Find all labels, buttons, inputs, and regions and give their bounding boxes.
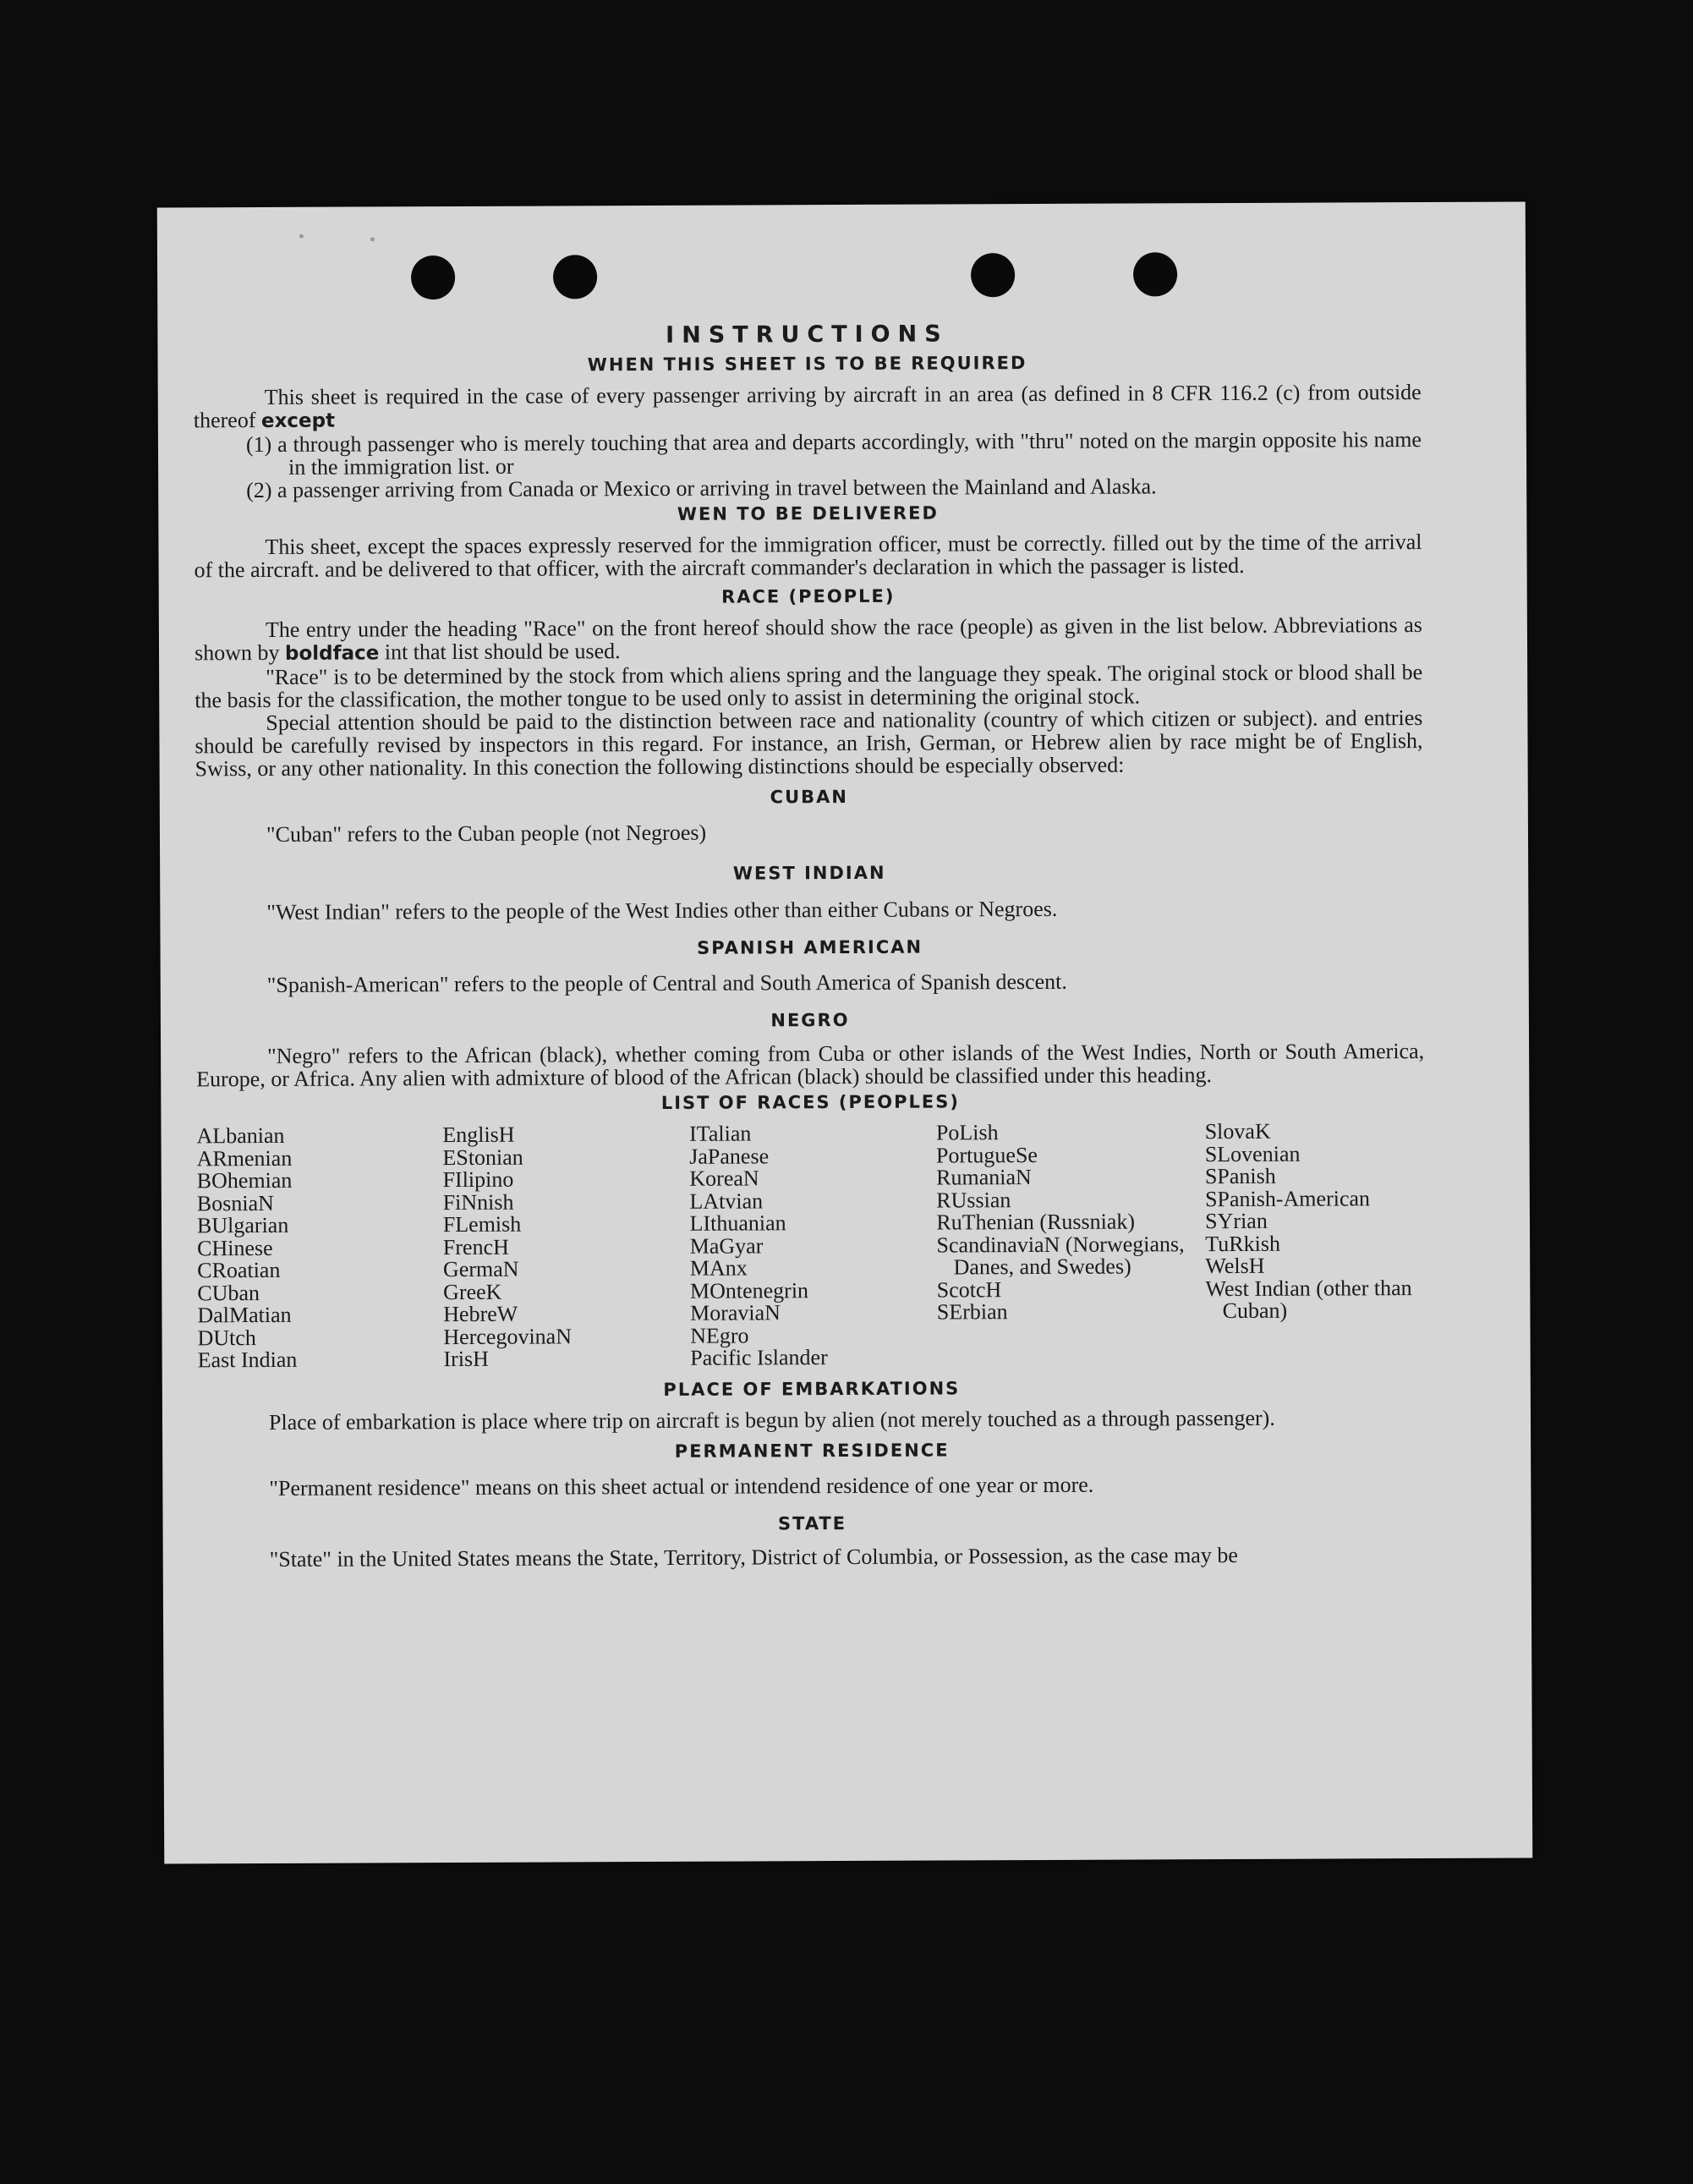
punch-hole (971, 253, 1015, 297)
punch-hole (553, 255, 597, 299)
race-entry: PortugueSe (935, 1142, 1038, 1168)
race-entry: MOntenegrin (689, 1277, 809, 1303)
race-entry: ARmenian (196, 1145, 293, 1171)
instruction-sheet (157, 201, 1533, 1863)
race-entry: LAtvian (689, 1188, 764, 1214)
race-column (936, 1121, 1206, 1369)
required-item-1: (1) a through passenger who is merely touching that area and departs accordingly, with "thru" noted on the margin opposite his name in the immigration list. or (245, 427, 1422, 480)
race-entry: CUban (197, 1280, 260, 1305)
embarkation-text: Place of embarkation is place where trip on aircraft is begun by alien (not merely touched as a through passenger). (268, 1405, 1275, 1435)
race-entry: SLovenian (1204, 1141, 1301, 1166)
race-entry: CHinese (197, 1235, 273, 1260)
race-paragraph-3: Special attention should be paid to the distinction between race and nationality (country of which citizen or subject). and entries should be carefully revised by inspectors in this regard. For instance, an Irish, German, or Hebrew alien by race might be of English, Swiss, or any other nationality. In this conection the following distinctions should be especially observed: (195, 705, 1423, 782)
race-entry: TuRkish (1205, 1231, 1280, 1256)
race-entry: RuThenian (Russniak) (936, 1209, 1136, 1235)
heading-spanish-american: SPANISH AMERICAN (697, 936, 923, 958)
race-entry: SErbian (936, 1299, 1008, 1325)
race-entry: Pacific Islander (690, 1345, 828, 1370)
race-entry: DUtch (197, 1325, 256, 1350)
race-column (442, 1123, 690, 1371)
instructions-content (193, 321, 1426, 1571)
heading-race: RACE (PEOPLE) (720, 585, 896, 607)
race-entry: EStonian (442, 1144, 523, 1170)
required-intro: This sheet is required in the case of every passenger arriving by aircraft in an area (as defined in 8 CFR 116.2 (c) from outside thereof except (193, 380, 1422, 433)
negro-text: "Negro" refers to the African (black), whether coming from Cuba or other islands of the West Indies, North or South America, Europe, or Africa. Any alien with admixture of blood of the African (black) should be classified under this heading. (196, 1039, 1425, 1092)
heading-negro: NEGRO (770, 1009, 850, 1031)
race-entry: CRoatian (197, 1257, 281, 1283)
race-entry: MoraviaN (689, 1300, 781, 1325)
punch-hole (1133, 252, 1177, 296)
heading-race-list: LIST OF RACES (PEOPLES) (660, 1091, 960, 1113)
race-entry: ITalian (689, 1121, 752, 1146)
cuban-text: "Cuban" refers to the Cuban people (not Negroes) (266, 820, 707, 847)
race-entry: FiNnish (442, 1189, 514, 1215)
race-entry: ScandinaviaN (Norwegians, Danes, and Swedes) (936, 1231, 1185, 1280)
heading-embarkation: PLACE OF EMBARKATIONS (663, 1377, 961, 1400)
boldface-word: boldface (284, 642, 380, 665)
heading-west-indian: WEST INDIAN (732, 862, 886, 884)
race-column (1205, 1120, 1426, 1368)
race-entry: SlovaK (1204, 1118, 1271, 1144)
race-entry: SPanish (1204, 1163, 1276, 1189)
race-entry: DalMatian (197, 1302, 292, 1328)
race-entry: GreeK (443, 1279, 502, 1304)
except-word: except (260, 409, 336, 433)
race-entry: JaPanese (689, 1143, 770, 1169)
heading-residence: PERMANENT RESIDENCE (674, 1439, 950, 1462)
race-entry: WelsH (1205, 1253, 1265, 1279)
residence-text: "Permanent residence" means on this sheet actual or intendend residence of one year or more. (269, 1472, 1094, 1501)
race-entry: EnglisH (442, 1122, 515, 1148)
race-entry: HercegovinaN (443, 1323, 573, 1349)
heading-delivered: WEN TO BE DELIVERED (677, 502, 939, 524)
race-column (689, 1122, 937, 1370)
race-entry: SYrian (1205, 1208, 1268, 1234)
race-column (196, 1124, 443, 1372)
race-entry: FLemish (442, 1211, 522, 1237)
required-item-2: (2) a passenger arriving from Canada or Mexico or arriving in travel between the Mainland and Alaska. (246, 474, 1157, 503)
race-entry: FIlipino (442, 1166, 514, 1193)
punch-hole (411, 255, 455, 299)
race-entry: PoLish (935, 1120, 999, 1145)
race-entry: BUlgarian (196, 1212, 289, 1238)
race-entry: West Indian (other than Cuban) (1205, 1275, 1412, 1324)
race-entry: KoreaN (689, 1166, 759, 1191)
race-paragraph-2: "Race" is to be determined by the stock from which aliens spring and the language they speak. The original stock or blood shall be the basis for the classification, the mother tongue to be used only to assist in determining the original stock. (195, 660, 1423, 713)
race-entry: BOhemian (196, 1167, 293, 1194)
heading-required: WHEN THIS SHEET IS TO BE REQUIRED (587, 353, 1027, 376)
race-entry: BosniaN (196, 1190, 274, 1215)
race-list (196, 1120, 1425, 1372)
west-indian-text: "West Indian" refers to the people of the West Indies other than either Cubans or Negroes. (266, 896, 1058, 925)
race-entry: ALbanian (196, 1122, 285, 1149)
race-entry: HebreW (443, 1301, 518, 1327)
race-entry: GermaN (442, 1256, 519, 1282)
delivered-text: This sheet, except the spaces expressly reserved for the immigration officer, must be correctly. filled out by the time of the arrival of the aircraft. and be delivered to that officer, with the aircraft commander's declaration in which the passager is listed. (194, 530, 1422, 583)
race-entry: MaGyar (689, 1232, 764, 1259)
state-text: "State" in the United States means the State, Territory, District of Columbia, or Possession, as the case may be (269, 1542, 1238, 1572)
race-entry: FrencH (442, 1234, 509, 1259)
speck (370, 237, 375, 241)
spanish-american-text: "Spanish-American" refers to the people of Central and South America of Spanish descent. (266, 969, 1067, 997)
race-paragraph-1: The entry under the heading "Race" on the front hereof should show the race (people) as given in the list below. Abbreviations as shown by boldface int that list should be used. (194, 612, 1422, 666)
race-entry: NEgro (690, 1322, 749, 1348)
race-entry: RumaniaN (936, 1165, 1032, 1190)
speck (299, 234, 304, 239)
race-entry: IrisH (443, 1346, 489, 1372)
heading-cuban: CUBAN (770, 786, 848, 808)
race-entry: MAnx (689, 1255, 748, 1281)
race-entry: ScotcH (936, 1276, 1002, 1303)
race-entry: RUssian (936, 1187, 1011, 1213)
race-entry: East Indian (197, 1347, 298, 1373)
heading-state: STATE (777, 1512, 847, 1534)
page-title: INSTRUCTIONS (666, 321, 949, 348)
race-entry: LIthuanian (689, 1210, 786, 1236)
race-entry: SPanish-American (1204, 1185, 1371, 1211)
